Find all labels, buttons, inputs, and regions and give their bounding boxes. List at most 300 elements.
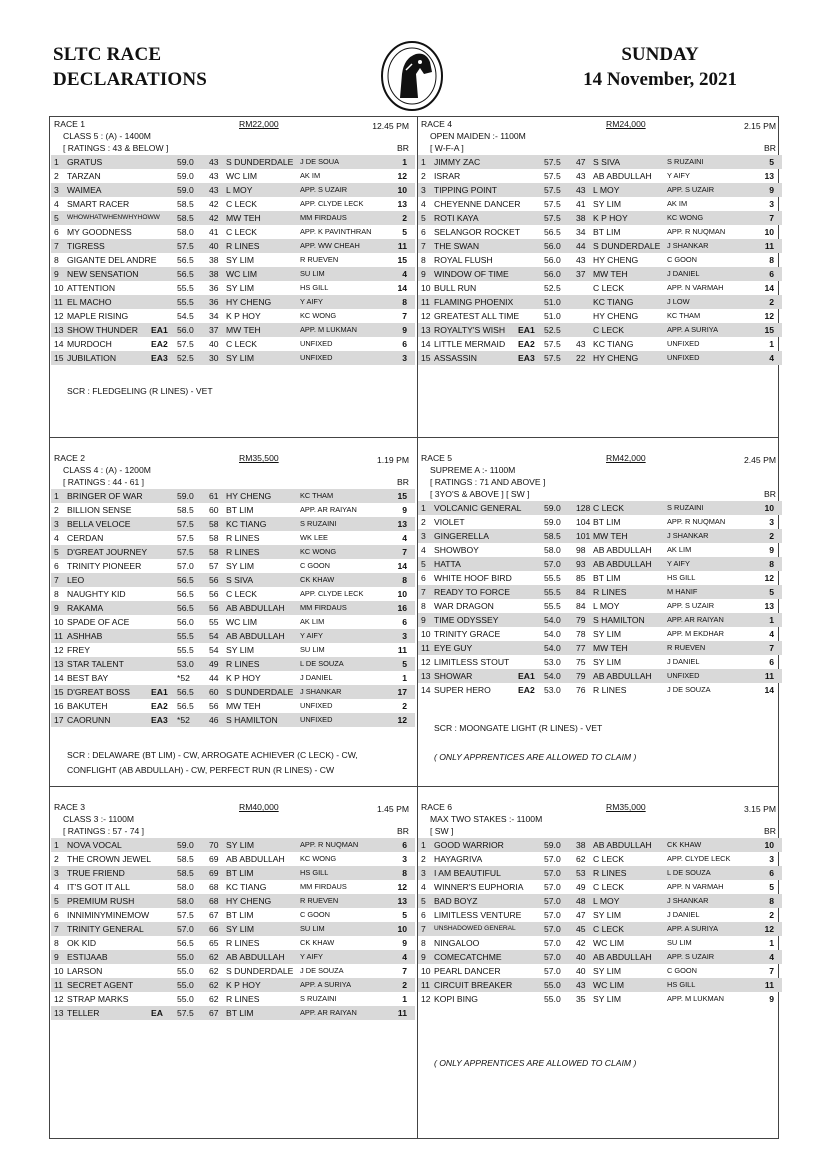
club-logo-icon	[376, 34, 448, 114]
entry-number: 2	[54, 171, 59, 181]
race-date: 14 November, 2021	[583, 69, 737, 90]
horse-rating: 79	[576, 671, 586, 681]
race-ratings: [ RATINGS : 44 - 61 ]	[63, 477, 145, 487]
barrier-draw: 15	[397, 491, 407, 501]
horse-rating: 43	[576, 339, 586, 349]
entry-number: 13	[421, 671, 431, 681]
barrier-draw: 14	[397, 561, 407, 571]
jockey-name: AB ABDULLAH	[226, 854, 285, 864]
jockey-name: KC TIANG	[226, 882, 267, 892]
trainer-name: MM FIRDAUS	[300, 603, 347, 612]
entry-number: 6	[421, 910, 426, 920]
barrier-draw: 4	[402, 952, 407, 962]
horse-rating: 75	[576, 657, 586, 667]
trainer-name: UNFIXED	[667, 339, 700, 348]
scratching-line: SCR : DELAWARE (BT LIM) - CW, ARROGATE ACHIEVER (C LECK) - CW,	[67, 750, 358, 760]
handicap-weight: 54.5	[177, 311, 194, 321]
handicap-weight: 57.0	[544, 882, 561, 892]
entry-number: 9	[54, 603, 59, 613]
race-number: RACE 1	[54, 119, 86, 129]
horse-rating: 69	[209, 868, 219, 878]
horse-name: PEARL DANCER	[434, 966, 501, 976]
entry-row	[418, 852, 782, 866]
entry-row	[51, 950, 415, 964]
horse-name: SUPER HERO	[434, 685, 491, 695]
race-ratings-row	[418, 825, 782, 837]
barrier-draw: 6	[402, 339, 407, 349]
scratching-line: CONFLIGHT (AB ABDULLAH) - CW, PERFECT RUN (R LINES) - CW	[67, 765, 335, 775]
entry-number: 5	[54, 213, 59, 223]
entry-number: 12	[421, 657, 431, 667]
horse-name: ASHHAB	[67, 631, 103, 641]
jockey-name: S HAMILTON	[226, 715, 278, 725]
barrier-draw: 8	[402, 575, 407, 585]
trainer-name: MM FIRDAUS	[300, 213, 347, 222]
trainer-name: SU LIM	[667, 938, 692, 947]
race-number: RACE 6	[421, 802, 453, 812]
barrier-draw: 1	[402, 673, 407, 683]
barrier-draw: 11	[764, 671, 774, 681]
trainer-name: APP. M EKDHAR	[667, 629, 724, 638]
entry-number: 6	[54, 227, 59, 237]
entry-row	[51, 629, 415, 643]
scratching-line: SCR : FLEDGELING (R LINES) - VET	[67, 386, 213, 396]
horse-name: GIGANTE DEL ANDRE	[67, 255, 157, 265]
barrier-draw: 9	[402, 505, 407, 515]
entry-number: 11	[421, 297, 430, 307]
entry-row	[418, 281, 782, 295]
horse-rating: 54	[209, 631, 219, 641]
entry-row	[418, 950, 782, 964]
trainer-name: UNFIXED	[667, 671, 700, 680]
trainer-name: SU LIM	[300, 269, 325, 278]
jockey-name: AB ABDULLAH	[593, 840, 652, 850]
handicap-weight: 57.0	[544, 854, 561, 864]
horse-name: FLAMING PHOENIX	[434, 297, 514, 307]
handicap-weight: 56.0	[544, 269, 561, 279]
horse-rating: 43	[209, 185, 219, 195]
handicap-weight: 56.0	[177, 617, 194, 627]
entry-number: 14	[54, 673, 64, 683]
entry-number: 12	[54, 994, 64, 1004]
trainer-name: UNFIXED	[667, 353, 700, 362]
jockey-name: K P HOY	[226, 311, 261, 321]
horse-rating: 66	[209, 924, 219, 934]
jockey-name: AB ABDULLAH	[593, 559, 652, 569]
jockey-name: BT LIM	[226, 1008, 254, 1018]
horse-name: WINDOW OF TIME	[434, 269, 509, 279]
horse-rating: 43	[576, 255, 586, 265]
horse-name: TELLER	[67, 1008, 100, 1018]
barrier-draw: 9	[402, 938, 407, 948]
handicap-weight: 55.0	[177, 994, 194, 1004]
barrier-draw: 15	[397, 255, 407, 265]
trainer-name: J DE SOUZA	[300, 966, 344, 975]
horse-name: INNIMINYMINEMOW	[67, 910, 150, 920]
race-date-header	[583, 42, 737, 92]
barrier-draw: 3	[769, 854, 774, 864]
race-class: MAX TWO STAKES :- 1100M	[430, 814, 543, 824]
jockey-name: C LECK	[593, 503, 625, 513]
entry-row	[418, 557, 782, 571]
handicap-weight: *52	[177, 715, 190, 725]
barrier-draw: 12	[397, 882, 407, 892]
jockey-name: S HAMILTON	[593, 615, 645, 625]
entry-number: 10	[421, 629, 431, 639]
horse-name: OK KID	[67, 938, 97, 948]
handicap-weight: 59.0	[544, 840, 561, 850]
entry-row	[51, 852, 415, 866]
entry-row	[51, 978, 415, 992]
barrier-draw: 2	[769, 531, 774, 541]
barrier-draw: 3	[402, 854, 407, 864]
barrier-draw: 3	[769, 517, 774, 527]
barrier-draw: 2	[402, 701, 407, 711]
entry-row	[418, 641, 782, 655]
handicap-weight: 59.0	[177, 185, 194, 195]
barrier-draw: 7	[769, 966, 774, 976]
trainer-name: UNFIXED	[300, 353, 333, 362]
horse-name: SMART RACER	[67, 199, 130, 209]
entry-number: 12	[421, 311, 431, 321]
entry-number: 6	[54, 561, 59, 571]
entry-number: 13	[54, 659, 64, 669]
handicap-weight: 57.5	[544, 185, 561, 195]
race-number: RACE 3	[54, 802, 86, 812]
entry-number: 4	[54, 882, 59, 892]
trainer-name: J DANIEL	[667, 910, 700, 919]
barrier-draw: 10	[397, 589, 407, 599]
jockey-name: BT LIM	[593, 227, 621, 237]
handicap-weight: 57.0	[544, 952, 561, 962]
barrier-header: BR	[397, 143, 409, 153]
entry-row	[418, 197, 782, 211]
barrier-draw: 17	[397, 687, 407, 697]
entry-row	[51, 601, 415, 615]
entry-number: 7	[54, 575, 59, 585]
entry-row	[51, 685, 415, 699]
barrier-draw: 5	[769, 157, 774, 167]
handicap-weight: 58.5	[177, 199, 194, 209]
barrier-draw: 1	[769, 938, 774, 948]
entry-number: 13	[54, 325, 64, 335]
entry-number: 4	[54, 199, 59, 209]
barrier-draw: 5	[402, 227, 407, 237]
barrier-draw: 10	[764, 503, 774, 513]
trainer-name: APP. N VARMAH	[667, 283, 724, 292]
trainer-name: SU LIM	[300, 924, 325, 933]
trainer-name: J DANIEL	[667, 657, 700, 666]
horse-rating: 128	[576, 503, 591, 513]
trainer-name: C GOON	[667, 966, 697, 975]
entry-number: 8	[54, 255, 59, 265]
horse-rating: 67	[209, 910, 219, 920]
horse-name: LEO	[67, 575, 85, 585]
entry-number: 2	[54, 505, 59, 515]
barrier-draw: 13	[397, 896, 407, 906]
trainer-name: L DE SOUZA	[300, 659, 344, 668]
barrier-draw: 10	[764, 227, 774, 237]
horse-rating: 41	[209, 227, 219, 237]
handicap-weight: 55.5	[544, 587, 561, 597]
jockey-name: R LINES	[593, 587, 627, 597]
race-panel	[418, 117, 782, 365]
handicap-weight: 55.0	[544, 980, 561, 990]
jockey-name: WC LIM	[226, 269, 258, 279]
trainer-name: HS GILL	[667, 573, 696, 582]
jockey-name: L MOY	[226, 185, 253, 195]
horse-name: WAIMEA	[67, 185, 102, 195]
jockey-name: K P HOY	[226, 673, 261, 683]
barrier-draw: 2	[402, 980, 407, 990]
trainer-name: APP. CLYDE LECK	[300, 589, 364, 598]
horse-name: MAPLE RISING	[67, 311, 129, 321]
race-conditions: [ 3YO'S & ABOVE ] [ SW ]	[430, 489, 530, 499]
horse-rating: 56	[209, 575, 219, 585]
barrier-draw: 12	[397, 171, 407, 181]
horse-rating: 62	[576, 854, 586, 864]
trainer-name: J DANIEL	[667, 269, 700, 278]
handicap-weight: 58.0	[177, 882, 194, 892]
entry-row	[51, 531, 415, 545]
trainer-name: Y AIFY	[667, 559, 690, 568]
entry-row	[418, 866, 782, 880]
jockey-name: C LECK	[226, 589, 258, 599]
trainer-name: Y AIFY	[300, 297, 323, 306]
horse-rating: 35	[576, 994, 586, 1004]
horse-rating: 54	[209, 645, 219, 655]
barrier-draw: 5	[402, 910, 407, 920]
emergency-tag: EA3	[518, 353, 535, 363]
trainer-name: UNFIXED	[300, 701, 333, 710]
handicap-weight: 53.0	[177, 659, 194, 669]
entry-row	[51, 713, 415, 727]
horse-rating: 61	[209, 491, 219, 501]
entry-number: 7	[54, 241, 59, 251]
horse-rating: 42	[209, 199, 219, 209]
race-prize: RM35,000	[606, 802, 646, 812]
entry-number: 5	[54, 896, 59, 906]
entry-row	[51, 992, 415, 1006]
handicap-weight: 57.5	[544, 171, 561, 181]
jockey-name: SY LIM	[226, 255, 255, 265]
horse-rating: 41	[576, 199, 586, 209]
entry-row	[418, 585, 782, 599]
trainer-name: J LOW	[667, 297, 690, 306]
horse-name: THE SWAN	[434, 241, 480, 251]
horse-name: BAKUTEH	[67, 701, 108, 711]
entry-row	[418, 880, 782, 894]
entry-number: 14	[54, 339, 64, 349]
horse-rating: 43	[576, 980, 586, 990]
handicap-weight: 58.5	[544, 531, 561, 541]
race-ratings-row	[51, 825, 415, 837]
jockey-name: MW TEH	[226, 213, 261, 223]
entry-row	[418, 515, 782, 529]
handicap-weight: 57.0	[544, 910, 561, 920]
horse-name: BEST BAY	[67, 673, 109, 683]
horse-rating: 40	[576, 966, 586, 976]
jockey-name: R LINES	[226, 938, 260, 948]
entry-row	[418, 267, 782, 281]
entry-number: 3	[54, 185, 59, 195]
trainer-name: APP. K PAVINTHRAN	[300, 227, 372, 236]
entry-row	[418, 529, 782, 543]
trainer-name: J SHANKAR	[667, 241, 709, 250]
barrier-draw: 1	[769, 339, 774, 349]
race-day: SUNDAY	[621, 44, 699, 65]
horse-rating: 84	[576, 601, 586, 611]
handicap-weight: 57.5	[177, 519, 194, 529]
handicap-weight: 52.5	[544, 325, 561, 335]
handicap-weight: 55.0	[177, 966, 194, 976]
handicap-weight: 59.0	[177, 840, 194, 850]
handicap-weight: 58.0	[177, 896, 194, 906]
horse-rating: 38	[209, 269, 219, 279]
entry-row	[51, 866, 415, 880]
emergency-tag: EA1	[518, 671, 535, 681]
race-panel	[51, 451, 415, 727]
entry-row	[418, 169, 782, 183]
handicap-weight: 59.0	[177, 171, 194, 181]
entry-number: 4	[421, 545, 426, 555]
entry-number: 8	[54, 938, 59, 948]
horse-name: GINGERELLA	[434, 531, 489, 541]
trainer-name: M HANIF	[667, 587, 698, 596]
handicap-weight: 56.5	[177, 938, 194, 948]
trainer-name: HS GILL	[300, 283, 329, 292]
jockey-name: KC TIANG	[593, 339, 634, 349]
jockey-name: C LECK	[593, 325, 625, 335]
jockey-name: KC TIANG	[593, 297, 634, 307]
race-class: SUPREME A :- 1100M	[430, 465, 516, 475]
horse-rating: 43	[576, 185, 586, 195]
jockey-name: AB ABDULLAH	[226, 603, 285, 613]
trainer-name: KC WONG	[300, 311, 337, 320]
horse-name: I AM BEAUTIFUL	[434, 868, 501, 878]
handicap-weight: 56.0	[544, 241, 561, 251]
barrier-draw: 9	[769, 994, 774, 1004]
entry-number: 6	[421, 573, 426, 583]
horse-rating: 84	[576, 587, 586, 597]
scratching-line: SCR : MOONGATE LIGHT (R LINES) - VET	[434, 723, 603, 733]
horse-name: MY GOODNESS	[67, 227, 132, 237]
barrier-draw: 7	[769, 643, 774, 653]
horse-name: BRINGER OF WAR	[67, 491, 143, 501]
handicap-weight: 57.0	[177, 924, 194, 934]
handicap-weight: 57.0	[544, 559, 561, 569]
handicap-weight: 57.0	[177, 561, 194, 571]
barrier-draw: 4	[769, 353, 774, 363]
handicap-weight: 55.5	[544, 601, 561, 611]
emergency-tag: EA2	[518, 339, 535, 349]
jockey-name: R LINES	[593, 868, 627, 878]
entry-number: 5	[421, 896, 426, 906]
row-divider-1	[50, 437, 778, 438]
horse-name: TRUE FRIEND	[67, 868, 125, 878]
horse-rating: 47	[576, 157, 586, 167]
entry-row	[418, 337, 782, 351]
jockey-name: R LINES	[226, 241, 260, 251]
handicap-weight: 57.5	[544, 339, 561, 349]
entry-number: 2	[421, 171, 426, 181]
horse-rating: 48	[576, 896, 586, 906]
barrier-draw: 5	[769, 587, 774, 597]
barrier-draw: 5	[769, 882, 774, 892]
horse-name: SHOW THUNDER	[67, 325, 138, 335]
barrier-header: BR	[764, 826, 776, 836]
barrier-draw: 3	[402, 353, 407, 363]
trainer-name: APP. M LUKMAN	[300, 325, 357, 334]
handicap-weight: 56.5	[177, 255, 194, 265]
race-class: CLASS 3 :- 1100M	[63, 814, 135, 824]
race-ratings-row	[418, 488, 782, 500]
trainer-name: UNFIXED	[300, 339, 333, 348]
handicap-weight: 57.5	[544, 157, 561, 167]
barrier-draw: 1	[402, 157, 407, 167]
race-class: CLASS 4 : (A) - 1200M	[63, 465, 151, 475]
entry-number: 7	[54, 924, 59, 934]
jockey-name: C LECK	[593, 924, 625, 934]
horse-rating: 65	[209, 938, 219, 948]
entry-row	[51, 225, 415, 239]
handicap-weight: 56.5	[177, 575, 194, 585]
entry-row	[51, 323, 415, 337]
jockey-name: L MOY	[593, 185, 620, 195]
horse-rating: 40	[209, 241, 219, 251]
barrier-header: BR	[764, 489, 776, 499]
trainer-name: L DE SOUZA	[667, 868, 711, 877]
entry-row	[51, 239, 415, 253]
horse-name: ROTI KAYA	[434, 213, 479, 223]
horse-rating: 56	[209, 589, 219, 599]
handicap-weight: 57.0	[544, 966, 561, 976]
horse-name: HATTA	[434, 559, 461, 569]
race-ratings: [ RATINGS : 43 & BELOW ]	[63, 143, 169, 153]
race-title-row	[51, 451, 415, 464]
entry-row	[418, 838, 782, 852]
entry-number: 8	[421, 938, 426, 948]
horse-name: JIMMY ZAC	[434, 157, 481, 167]
handicap-weight: 57.5	[544, 353, 561, 363]
entry-number: 9	[421, 615, 426, 625]
race-ratings: [ RATINGS : 57 - 74 ]	[63, 826, 145, 836]
horse-name: MURDOCH	[67, 339, 112, 349]
horse-name: SPADE OF ACE	[67, 617, 130, 627]
entry-number: 11	[54, 631, 63, 641]
jockey-name: R LINES	[226, 659, 260, 669]
entry-row	[418, 613, 782, 627]
jockey-name: C LECK	[593, 854, 625, 864]
jockey-name: AB ABDULLAH	[593, 545, 652, 555]
handicap-weight: 56.5	[177, 701, 194, 711]
handicap-weight: 54.0	[544, 671, 561, 681]
horse-name: ATTENTION	[67, 283, 116, 293]
entry-row	[51, 964, 415, 978]
race-ratings: [ SW ]	[430, 826, 454, 836]
handicap-weight: 56.5	[177, 269, 194, 279]
trainer-name: APP. A SURIYA	[300, 980, 352, 989]
barrier-draw: 2	[402, 213, 407, 223]
trainer-name: APP. S UZAIR	[667, 185, 715, 194]
jockey-name: S DUNDERDALE	[226, 966, 294, 976]
barrier-draw: 10	[397, 185, 407, 195]
barrier-draw: 3	[769, 199, 774, 209]
barrier-draw: 11	[397, 1008, 407, 1018]
horse-rating: 68	[209, 896, 219, 906]
horse-rating: 36	[209, 283, 219, 293]
horse-name: ROYAL FLUSH	[434, 255, 493, 265]
